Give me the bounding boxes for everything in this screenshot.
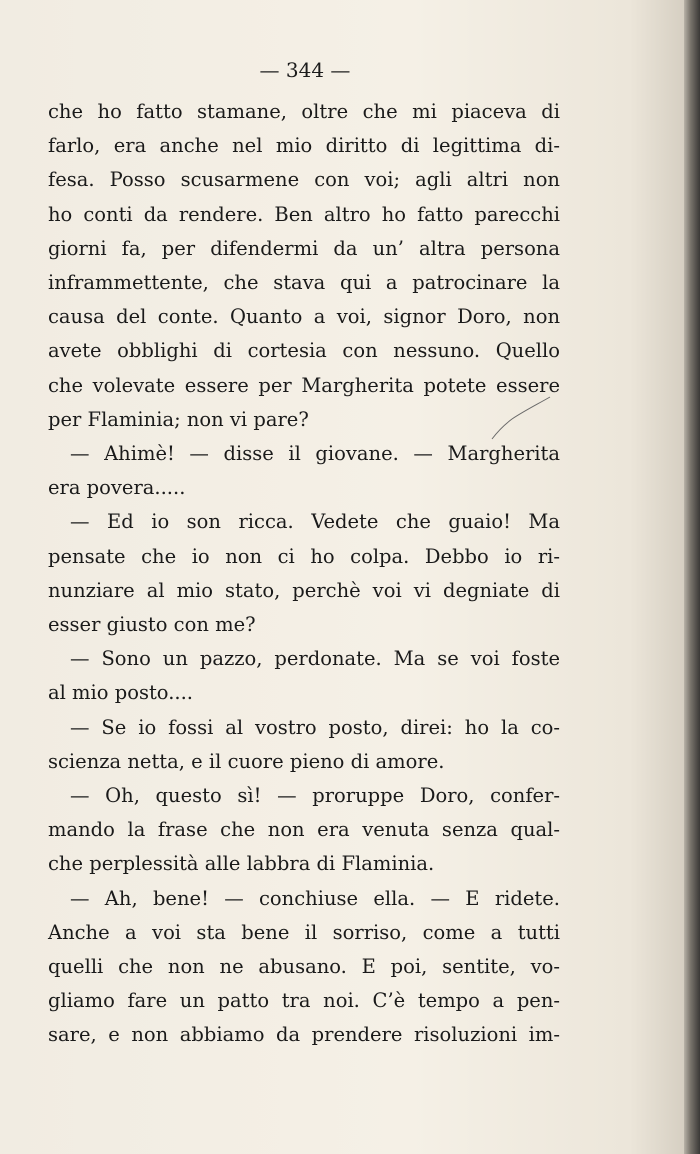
text-line: Anche a voi sta bene il sorriso, come a tutti bbox=[48, 920, 560, 944]
text-line: pensate che io non ci ho colpa. Debbo io ri- bbox=[48, 544, 560, 568]
text-line: che volevate essere per Margherita potete essere bbox=[48, 373, 560, 397]
page-edge bbox=[684, 0, 700, 1154]
text-line: gliamo fare un patto tra noi. C’è tempo a pen- bbox=[48, 989, 560, 1013]
text-line: che ho fatto stamane, oltre che mi piaceva di bbox=[48, 100, 560, 123]
text-line: ho conti da rendere. Ben altro ho fatto parecchi bbox=[48, 202, 560, 226]
text-line: era povera..... bbox=[48, 476, 186, 500]
text-line: scienza netta, e il cuore pieno di amore. bbox=[48, 749, 445, 773]
pen-mark bbox=[484, 395, 554, 443]
text-line: che perplessità alle labbra di Flaminia. bbox=[48, 852, 435, 876]
text-line: giorni fa, per difendermi da un’ altra persona bbox=[48, 236, 560, 260]
text-line: fesa. Posso scusarmene con voi; agli altri non bbox=[48, 168, 560, 192]
text-line: avete obblighi di cortesia con nessuno. Quello bbox=[48, 339, 560, 363]
text-line: sare, e non abbiamo da prendere risoluzioni im- bbox=[48, 1023, 560, 1047]
text-line: nunziare al mio stato, perchè voi vi degniate di bbox=[48, 578, 560, 602]
text-line: farlo, era anche nel mio diritto di legittima di- bbox=[48, 134, 560, 158]
text-line: inframmettente, che stava qui a patrocinare la bbox=[48, 271, 560, 295]
page-number: — 344 — bbox=[259, 58, 351, 82]
text-line: causa del conte. Quanto a voi, signor Doro, non bbox=[48, 305, 560, 329]
body-text bbox=[48, 95, 560, 1053]
text-line: — Ed io son ricca. Vedete che guaio! Ma bbox=[70, 510, 560, 534]
text-line: al mio posto.... bbox=[48, 681, 193, 705]
text-line: esser giusto con me? bbox=[48, 613, 256, 637]
text-line: — Ahimè! — disse il giovane. — Margherita bbox=[70, 442, 560, 466]
text-line: — Se io fossi al vostro posto, direi: ho la co- bbox=[70, 715, 560, 739]
text-line: — Ah, bene! — conchiuse ella. — E ridete. bbox=[70, 886, 560, 910]
text-line: per Flaminia; non vi pare? bbox=[48, 407, 309, 431]
text-line: — Sono un pazzo, perdonate. Ma se voi foste bbox=[70, 647, 560, 671]
text-line: quelli che non ne abusano. E poi, sentite, vo- bbox=[48, 955, 560, 979]
text-line: — Oh, questo sì! — proruppe Doro, confer- bbox=[70, 784, 560, 808]
text-line: mando la frase che non era venuta senza qual- bbox=[48, 818, 560, 842]
